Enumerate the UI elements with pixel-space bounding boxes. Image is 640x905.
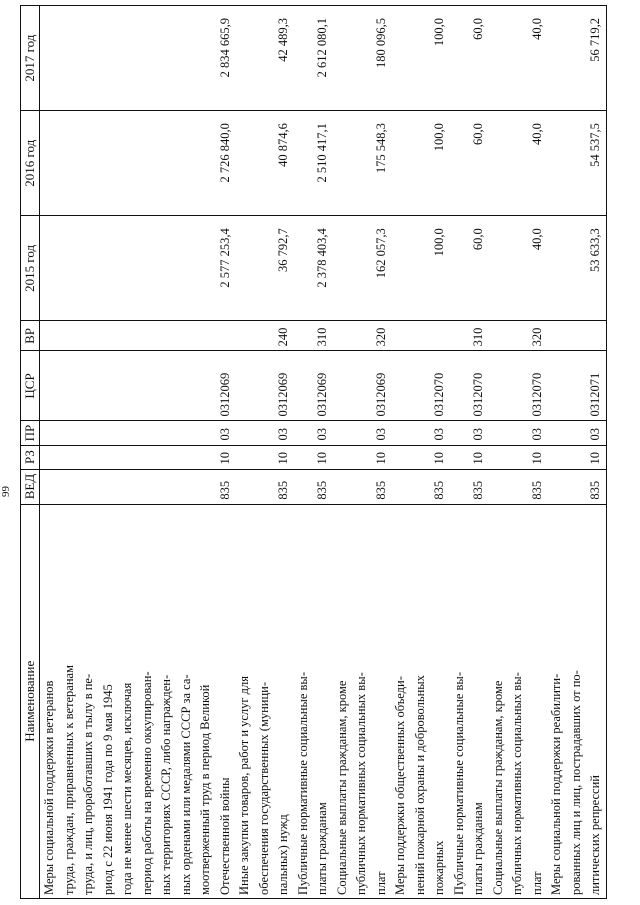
header-pr: ПР xyxy=(21,421,40,445)
csr-cell: 0312071 xyxy=(547,351,606,421)
row-name-line: Меры поддержки общественных объеди- xyxy=(393,676,407,895)
row-name-line: литических репрессий xyxy=(588,775,602,895)
amount-2016-cell: 100,0 xyxy=(391,111,450,216)
amount-2017-cell: 180 096,5 xyxy=(333,6,392,111)
table-row xyxy=(40,6,236,899)
amount-2016-cell: 2 510 417,1 xyxy=(294,111,333,216)
table-row xyxy=(391,6,450,899)
row-name xyxy=(333,504,392,898)
pr-cell: 03 xyxy=(391,421,450,445)
row-name-line: обеспечения государственных (муници- xyxy=(256,681,271,895)
row-name-line: плат xyxy=(373,871,388,895)
amount-2015-cell: 40,0 xyxy=(489,216,548,321)
rz-cell: 10 xyxy=(489,445,548,469)
vr-cell xyxy=(547,321,606,351)
rz-cell: 10 xyxy=(294,445,333,469)
vr-cell: 320 xyxy=(333,321,392,351)
rz-cell: 10 xyxy=(40,445,236,469)
rz-cell: 10 xyxy=(333,445,392,469)
header-rz: РЗ xyxy=(21,445,40,469)
row-name-line: Меры социальной поддержки ветеранов xyxy=(42,680,56,895)
amount-2017-cell: 56 719,2 xyxy=(547,6,606,111)
amount-2016-cell: 40,0 xyxy=(489,111,548,216)
amount-2015-cell: 60,0 xyxy=(450,216,489,321)
pr-cell: 03 xyxy=(489,421,548,445)
header-row xyxy=(21,6,40,899)
amount-2016-cell: 175 548,3 xyxy=(333,111,392,216)
row-name-line: Социальные выплаты гражданам, кроме xyxy=(334,680,349,895)
vr-cell xyxy=(40,321,236,351)
amount-2016-cell: 60,0 xyxy=(450,111,489,216)
row-name-line: платы гражданам xyxy=(471,802,485,895)
header-ved: ВЕД xyxy=(21,469,40,504)
csr-cell: 0312070 xyxy=(489,351,548,421)
vr-cell xyxy=(391,321,450,351)
amount-2015-cell: 36 792,7 xyxy=(235,216,294,321)
ved-cell: 835 xyxy=(547,469,606,504)
row-name xyxy=(547,504,606,898)
row-name-line: публичных нормативных социальных вы- xyxy=(354,672,368,895)
ved-cell: 835 xyxy=(391,469,450,504)
table-body xyxy=(40,6,607,899)
row-name-line: риод с 22 июня 1941 года по 9 мая 1945 xyxy=(100,684,115,895)
pr-cell: 03 xyxy=(333,421,392,445)
row-name-line: Социальные выплаты гражданам, кроме xyxy=(490,680,505,895)
amount-2017-cell: 100,0 xyxy=(391,6,450,111)
row-name-line: плат xyxy=(529,871,544,895)
amount-2015-cell: 162 057,3 xyxy=(333,216,392,321)
rz-cell: 10 xyxy=(235,445,294,469)
table-row xyxy=(294,6,333,899)
row-name-line: рованных лиц и лиц, пострадавших от по- xyxy=(568,670,583,895)
amount-2017-cell: 60,0 xyxy=(450,6,489,111)
ved-cell: 835 xyxy=(489,469,548,504)
row-name-line: ных территориях СССР, либо награжден- xyxy=(159,674,173,895)
row-name-line: Публичные нормативные социальные вы- xyxy=(451,672,466,895)
row-name-line: года не менее шести месяцев, исключая xyxy=(120,682,134,895)
ved-cell: 835 xyxy=(235,469,294,504)
amount-2017-cell: 42 489,3 xyxy=(235,6,294,111)
row-name xyxy=(40,504,236,898)
row-name-line: платы гражданам xyxy=(315,802,329,895)
amount-2017-cell: 2 612 080,1 xyxy=(294,6,333,111)
header-2016: 2016 год xyxy=(21,111,40,216)
page-number: 99 xyxy=(0,486,12,497)
ved-cell: 835 xyxy=(294,469,333,504)
vr-cell: 310 xyxy=(294,321,333,351)
row-name-line: труда, и лиц, проработавших в тылу в пе- xyxy=(81,673,95,895)
csr-cell: 0312069 xyxy=(294,351,333,421)
row-name-line: труда, граждан, приравненных к ветеранам xyxy=(61,665,76,895)
table-row xyxy=(450,6,489,899)
row-name-line: публичных нормативных социальных вы- xyxy=(510,672,524,895)
rz-cell: 10 xyxy=(391,445,450,469)
pr-cell: 03 xyxy=(235,421,294,445)
amount-2015-cell: 100,0 xyxy=(391,216,450,321)
ved-cell: 835 xyxy=(333,469,392,504)
row-name xyxy=(391,504,450,898)
row-name xyxy=(450,504,489,898)
header-csr: ЦСР xyxy=(21,351,40,421)
amount-2016-cell: 54 537,5 xyxy=(547,111,606,216)
csr-cell: 0312070 xyxy=(391,351,450,421)
csr-cell: 0312069 xyxy=(40,351,236,421)
budget-table xyxy=(20,5,607,899)
row-name-line: моотверженный труд в период Великой xyxy=(198,684,212,895)
row-name-line: Меры социальной поддержки реабилити- xyxy=(549,673,563,895)
ved-cell: 835 xyxy=(450,469,489,504)
row-name xyxy=(294,504,333,898)
row-name xyxy=(489,504,548,898)
row-name-line: период работы на временно оккупирован- xyxy=(139,671,154,895)
ved-cell: 835 xyxy=(40,469,236,504)
page-number-line xyxy=(0,0,12,905)
vr-cell: 240 xyxy=(235,321,294,351)
amount-2016-cell: 40 874,6 xyxy=(235,111,294,216)
row-name-line: Отечественной войны xyxy=(217,777,232,895)
row-name-line: ных орденами или медалями СССР за са- xyxy=(178,674,193,895)
row-name-line: пожарных xyxy=(432,840,446,895)
row-name xyxy=(235,504,294,898)
pr-cell: 03 xyxy=(40,421,236,445)
table-row xyxy=(547,6,606,899)
row-name-line: пальных) нужд xyxy=(276,814,290,895)
pr-cell: 03 xyxy=(294,421,333,445)
amount-2016-cell: 2 726 840,0 xyxy=(40,111,236,216)
table-row xyxy=(489,6,548,899)
amount-2015-cell: 53 633,3 xyxy=(547,216,606,321)
amount-2017-cell: 40,0 xyxy=(489,6,548,111)
row-name-line: Иные закупки товаров, работ и услуг для xyxy=(237,675,251,895)
rz-cell: 10 xyxy=(450,445,489,469)
vr-cell: 320 xyxy=(489,321,548,351)
row-name-line: нений пожарной охраны и добровольных xyxy=(412,675,427,895)
header-vr: ВР xyxy=(21,321,40,351)
amount-2015-cell: 2 378 403,4 xyxy=(294,216,333,321)
rz-cell: 10 xyxy=(547,445,606,469)
header-name: Наименование xyxy=(21,504,40,898)
csr-cell: 0312069 xyxy=(333,351,392,421)
amount-2015-cell: 2 577 253,4 xyxy=(40,216,236,321)
amount-2017-cell: 2 834 665,9 xyxy=(40,6,236,111)
csr-cell: 0312069 xyxy=(235,351,294,421)
pr-cell: 03 xyxy=(547,421,606,445)
header-2015: 2015 год xyxy=(21,216,40,321)
vr-cell: 310 xyxy=(450,321,489,351)
header-2017: 2017 год xyxy=(21,6,40,111)
csr-cell: 0312070 xyxy=(450,351,489,421)
table-row xyxy=(333,6,392,899)
table-row xyxy=(235,6,294,899)
row-name-line: Публичные нормативные социальные вы- xyxy=(295,672,310,895)
pr-cell: 03 xyxy=(450,421,489,445)
